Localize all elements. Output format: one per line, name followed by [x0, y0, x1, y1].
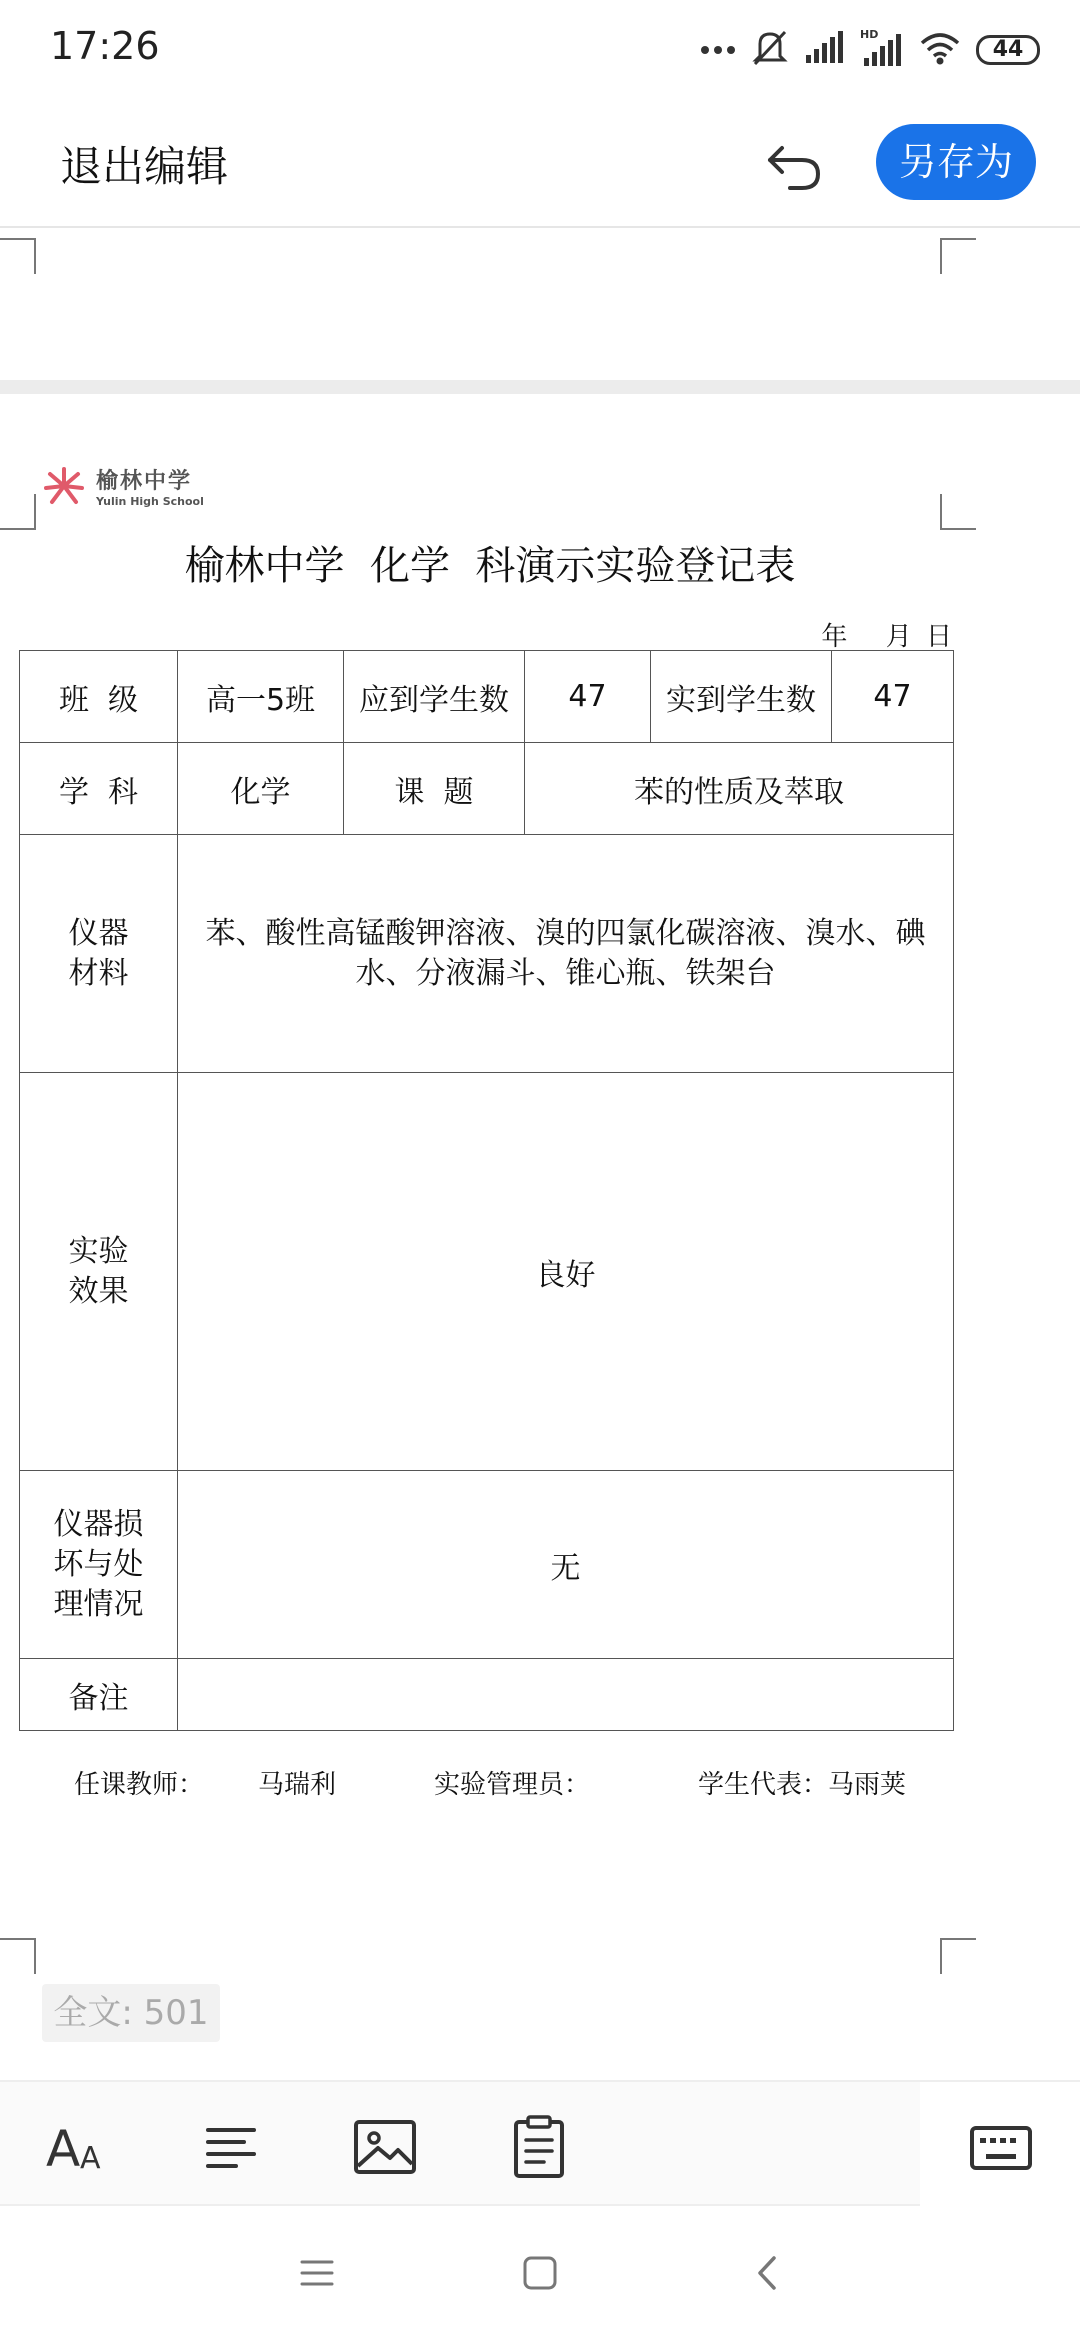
status-time: 17:26	[50, 24, 160, 68]
logo-text-en: Yulin High School	[96, 495, 204, 508]
page-corner-mark	[0, 494, 36, 530]
page-gap	[0, 380, 1080, 394]
svg-text:HD: HD	[860, 28, 879, 41]
date-month: 月	[885, 622, 912, 652]
table-row	[20, 1471, 954, 1659]
effect-value[interactable]: 良好	[178, 1073, 954, 1471]
notes-value[interactable]	[178, 1659, 954, 1731]
logo-text-cn: 榆林中学	[96, 468, 193, 494]
paragraph-align-icon[interactable]	[196, 2112, 266, 2182]
back-icon[interactable]	[742, 2248, 792, 2298]
more-dots-icon	[700, 41, 736, 60]
school-logo-icon	[42, 466, 86, 506]
edit-toolbar	[0, 2080, 1080, 2206]
hd-signal-icon	[860, 28, 904, 72]
keyboard-icon[interactable]	[966, 2112, 1036, 2182]
page-corner-mark	[940, 1938, 976, 1974]
page-corner-mark	[0, 238, 36, 274]
student-rep: 学生代表：马雨荚	[698, 1770, 907, 1800]
exit-edit-button[interactable]: 退出编辑	[60, 142, 229, 191]
expected-students-value[interactable]: 47	[525, 651, 651, 743]
subject-label: 学 科	[20, 743, 178, 835]
keyboard-toggle[interactable]	[920, 2082, 1080, 2208]
date-line	[791, 616, 952, 653]
notes-label: 备注	[20, 1659, 178, 1731]
insert-image-icon[interactable]	[350, 2112, 420, 2182]
date-day: 日	[925, 622, 952, 652]
menu-icon[interactable]	[292, 2248, 342, 2298]
actual-students-label: 实到学生数	[651, 651, 832, 743]
word-count-badge: 全文: 501	[42, 1984, 220, 2042]
document-title: 榆林中学 化学 科演示实验登记表	[184, 543, 796, 589]
undo-icon[interactable]	[760, 128, 830, 198]
damage-value[interactable]: 无	[178, 1471, 954, 1659]
status-bar	[0, 0, 1080, 100]
registration-table	[19, 650, 954, 1731]
muted-bell-icon	[752, 28, 788, 72]
clipboard-icon[interactable]	[504, 2112, 574, 2182]
class-value[interactable]: 高一5班	[178, 651, 344, 743]
teacher-label: 任课教师：	[74, 1770, 205, 1800]
class-label: 班 级	[20, 651, 178, 743]
top-toolbar	[0, 100, 1080, 228]
page-corner-mark	[940, 494, 976, 530]
table-row	[20, 743, 954, 835]
table-row	[20, 835, 954, 1073]
materials-label: 仪器 材料	[20, 835, 178, 1073]
wifi-icon	[920, 31, 960, 69]
font-size-icon[interactable]	[44, 2112, 114, 2182]
signal-icon	[804, 31, 844, 69]
damage-label: 仪器损 坏与处 理情况	[20, 1471, 178, 1659]
page-corner-mark	[0, 1938, 36, 1974]
document-page[interactable]	[0, 394, 1080, 2080]
school-logo	[42, 464, 204, 508]
table-row	[20, 1659, 954, 1731]
status-icons	[700, 28, 1040, 72]
save-as-button[interactable]: 另存为	[876, 124, 1036, 200]
table-row	[20, 651, 954, 743]
subject-value[interactable]: 化学	[178, 743, 344, 835]
svg-text:A: A	[46, 2120, 81, 2178]
effect-label: 实验 效果	[20, 1073, 178, 1471]
navigation-bar	[0, 2208, 1080, 2340]
svg-text:A: A	[80, 2141, 101, 2176]
admin-label: 实验管理员：	[434, 1770, 591, 1800]
battery-icon: 44	[976, 35, 1040, 65]
topic-value[interactable]: 苯的性质及萃取	[525, 743, 954, 835]
materials-value[interactable]: 苯、酸性高锰酸钾溶液、溴的四氯化碳溶液、溴水、碘水、分液漏斗、锥心瓶、铁架台	[178, 835, 954, 1073]
expected-students-label: 应到学生数	[344, 651, 525, 743]
home-icon[interactable]	[515, 2248, 565, 2298]
actual-students-value[interactable]: 47	[832, 651, 954, 743]
table-row	[20, 1073, 954, 1471]
teacher-name: 马瑞利	[258, 1770, 337, 1800]
topic-label: 课 题	[344, 743, 525, 835]
date-year: 年	[821, 622, 848, 652]
previous-page-tail	[0, 230, 1080, 380]
page-corner-mark	[940, 238, 976, 274]
